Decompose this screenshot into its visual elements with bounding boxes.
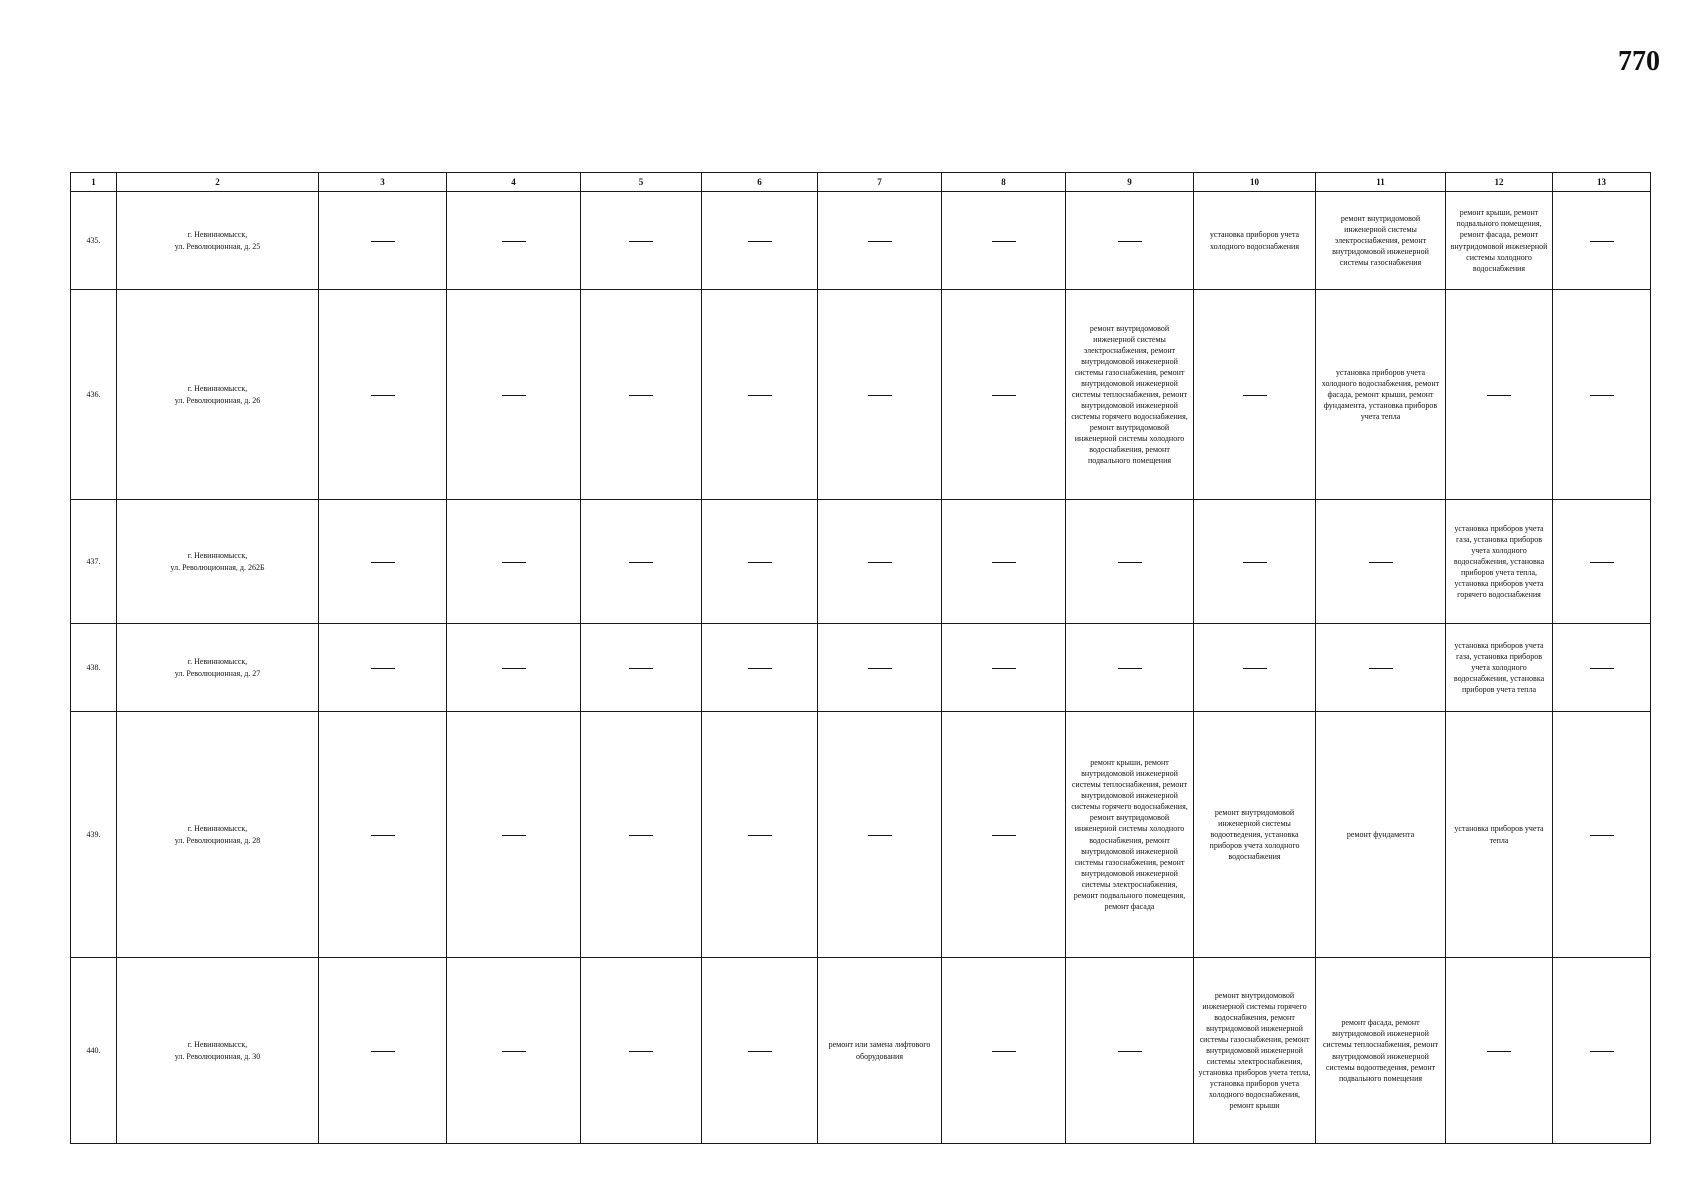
column-header-13: 13: [1553, 173, 1651, 192]
dash-mark: [1590, 562, 1614, 563]
dash-mark: [868, 562, 892, 563]
column-header-5: 5: [581, 173, 702, 192]
table-body: [71, 192, 1651, 1144]
empty-cell: [581, 290, 702, 500]
address-city: г. Невинномысск,: [187, 824, 248, 834]
dash-mark: [992, 835, 1016, 836]
empty-cell: [942, 500, 1066, 624]
dash-mark: [1590, 1051, 1614, 1052]
dash-mark: [748, 562, 772, 563]
work-description-cell: установка приборов учета холодного водоснабжения, ремонт фасада, ремонт крыши, ремонт фундамента, установка приборов учета тепла: [1316, 290, 1446, 500]
dash-mark: [748, 395, 772, 396]
work-description-cell: ремонт внутридомовой инженерной системы электроснабжения, ремонт внутридомовой инженерной системы газоснабжения, ремонт внутридомовой инженерной системы теплоснабжения, ремонт внутридомовой инженерной системы горячего водоснабжения, ремонт внутридомовой инженерной системы холодного водоснабжения, ремонт подвального помещения: [1066, 290, 1194, 500]
address-street: ул. Революционная, д. 27: [174, 668, 261, 678]
empty-cell: [1553, 290, 1651, 500]
work-description-cell: ремонт фасада, ремонт внутридомовой инженерной системы теплоснабжения, ремонт внутридомовой инженерной системы водоотведения, ремонт подвального помещения: [1316, 958, 1446, 1144]
dash-mark: [1243, 562, 1267, 563]
work-description-cell: установка приборов учета газа, установка приборов учета холодного водоснабжения, установка приборов учета тепла, установка приборов учета горячего водоснабжения: [1446, 500, 1553, 624]
dash-mark: [868, 241, 892, 242]
address-street: ул. Революционная, д. 262Б: [170, 562, 265, 572]
address-street: ул. Революционная, д. 30: [174, 1051, 261, 1061]
empty-cell: [319, 290, 447, 500]
dash-mark: [1118, 668, 1142, 669]
empty-cell: [942, 290, 1066, 500]
empty-cell: [818, 290, 942, 500]
address-street: ул. Революционная, д. 25: [174, 241, 261, 251]
empty-cell: [447, 290, 581, 500]
empty-cell: [1194, 500, 1316, 624]
work-description-cell: установка приборов учета тепла: [1446, 712, 1553, 958]
dash-mark: [992, 395, 1016, 396]
empty-cell: [702, 958, 818, 1144]
empty-cell: [1446, 958, 1553, 1144]
empty-cell: [447, 624, 581, 712]
dash-mark: [1369, 562, 1393, 563]
dash-mark: [502, 241, 526, 242]
empty-cell: [942, 712, 1066, 958]
dash-mark: [502, 562, 526, 563]
dash-mark: [629, 835, 653, 836]
table-row: [71, 192, 1651, 290]
empty-cell: [447, 192, 581, 290]
address-cell: [117, 290, 319, 500]
dash-mark: [371, 835, 395, 836]
column-header-2: 2: [117, 173, 319, 192]
address-cell: [117, 624, 319, 712]
table-row: [71, 712, 1651, 958]
dash-mark: [371, 562, 395, 563]
dash-mark: [1487, 1051, 1511, 1052]
empty-cell: [319, 624, 447, 712]
address-street: ул. Революционная, д. 26: [174, 395, 261, 405]
column-header-11: 11: [1316, 173, 1446, 192]
row-number: 437.: [71, 500, 117, 624]
table-row: [71, 290, 1651, 500]
empty-cell: [1194, 624, 1316, 712]
row-number: 435.: [71, 192, 117, 290]
address-city: г. Невинномысск,: [187, 384, 248, 394]
column-header-6: 6: [702, 173, 818, 192]
empty-cell: [447, 958, 581, 1144]
repair-schedule-table: [70, 172, 1651, 1144]
dash-mark: [371, 241, 395, 242]
dash-mark: [629, 668, 653, 669]
dash-mark: [1243, 668, 1267, 669]
row-number: 440.: [71, 958, 117, 1144]
empty-cell: [447, 500, 581, 624]
empty-cell: [702, 192, 818, 290]
empty-cell: [942, 958, 1066, 1144]
address-cell: [117, 500, 319, 624]
dash-mark: [371, 395, 395, 396]
dash-mark: [1243, 395, 1267, 396]
dash-mark: [502, 395, 526, 396]
dash-mark: [748, 835, 772, 836]
column-header-10: 10: [1194, 173, 1316, 192]
empty-cell: [1066, 192, 1194, 290]
table-row: [71, 500, 1651, 624]
empty-cell: [1553, 958, 1651, 1144]
dash-mark: [1590, 395, 1614, 396]
address-city: г. Невинномысск,: [187, 230, 248, 240]
address-city: г. Невинномысск,: [187, 1040, 248, 1050]
dash-mark: [748, 1051, 772, 1052]
dash-mark: [502, 1051, 526, 1052]
empty-cell: [942, 192, 1066, 290]
empty-cell: [581, 192, 702, 290]
empty-cell: [1066, 624, 1194, 712]
empty-cell: [702, 290, 818, 500]
address-street: ул. Революционная, д. 28: [174, 835, 261, 845]
empty-cell: [1553, 192, 1651, 290]
empty-cell: [1553, 712, 1651, 958]
dash-mark: [629, 1051, 653, 1052]
dash-mark: [502, 668, 526, 669]
empty-cell: [702, 712, 818, 958]
address-cell: [117, 192, 319, 290]
work-description-cell: ремонт фундамента: [1316, 712, 1446, 958]
empty-cell: [1066, 958, 1194, 1144]
empty-cell: [581, 958, 702, 1144]
dash-mark: [1487, 395, 1511, 396]
dash-mark: [748, 241, 772, 242]
empty-cell: [581, 624, 702, 712]
table-header: [71, 173, 1651, 192]
empty-cell: [319, 958, 447, 1144]
row-number: 436.: [71, 290, 117, 500]
column-header-3: 3: [319, 173, 447, 192]
empty-cell: [1194, 290, 1316, 500]
table-row: [71, 958, 1651, 1144]
work-description-cell: ремонт внутридомовой инженерной системы водоотведения, установка приборов учета холодного водоснабжения: [1194, 712, 1316, 958]
column-header-1: 1: [71, 173, 117, 192]
dash-mark: [1118, 241, 1142, 242]
work-description-cell: установка приборов учета газа, установка приборов учета холодного водоснабжения, установка приборов учета тепла: [1446, 624, 1553, 712]
dash-mark: [629, 241, 653, 242]
work-description-cell: установка приборов учета холодного водоснабжения: [1194, 192, 1316, 290]
empty-cell: [319, 712, 447, 958]
header-row: [71, 173, 1651, 192]
column-header-8: 8: [942, 173, 1066, 192]
empty-cell: [702, 624, 818, 712]
empty-cell: [818, 500, 942, 624]
dash-mark: [371, 1051, 395, 1052]
table-row: [71, 624, 1651, 712]
dash-mark: [748, 668, 772, 669]
empty-cell: [319, 500, 447, 624]
work-description-cell: ремонт крыши, ремонт внутридомовой инженерной системы теплоснабжения, ремонт внутридомовой инженерной системы горячего водоснабжения, ремонт внутридомовой инженерной системы холодного водоснабжения, ремонт внутридомовой инженерной системы газоснабжения, ремонт внутридомовой инженерной системы электроснабжения, ремонт подвального помещения, ремонт фасада: [1066, 712, 1194, 958]
row-number: 439.: [71, 712, 117, 958]
dash-mark: [1590, 241, 1614, 242]
empty-cell: [447, 712, 581, 958]
dash-mark: [868, 668, 892, 669]
empty-cell: [1066, 500, 1194, 624]
column-header-4: 4: [447, 173, 581, 192]
dash-mark: [868, 395, 892, 396]
dash-mark: [1590, 668, 1614, 669]
column-header-7: 7: [818, 173, 942, 192]
dash-mark: [992, 1051, 1016, 1052]
dash-mark: [992, 562, 1016, 563]
work-description-cell: ремонт крыши, ремонт подвального помещения, ремонт фасада, ремонт внутридомовой инженерной системы холодного водоснабжения: [1446, 192, 1553, 290]
dash-mark: [629, 395, 653, 396]
address-cell: [117, 958, 319, 1144]
dash-mark: [1369, 668, 1393, 669]
empty-cell: [818, 712, 942, 958]
column-header-12: 12: [1446, 173, 1553, 192]
column-header-9: 9: [1066, 173, 1194, 192]
dash-mark: [629, 562, 653, 563]
work-description-cell: ремонт внутридомовой инженерной системы электроснабжения, ремонт внутридомовой инженерной системы газоснабжения: [1316, 192, 1446, 290]
empty-cell: [818, 192, 942, 290]
dash-mark: [1590, 835, 1614, 836]
empty-cell: [1553, 624, 1651, 712]
empty-cell: [319, 192, 447, 290]
dash-mark: [371, 668, 395, 669]
empty-cell: [702, 500, 818, 624]
dash-mark: [992, 241, 1016, 242]
address-city: г. Невинномысск,: [187, 657, 248, 667]
dash-mark: [992, 668, 1016, 669]
empty-cell: [1316, 500, 1446, 624]
dash-mark: [1118, 562, 1142, 563]
empty-cell: [1446, 290, 1553, 500]
empty-cell: [1553, 500, 1651, 624]
empty-cell: [581, 500, 702, 624]
empty-cell: [1316, 624, 1446, 712]
row-number: 438.: [71, 624, 117, 712]
address-city: г. Невинномысск,: [187, 551, 248, 561]
page-number: 770: [1618, 46, 1660, 77]
dash-mark: [868, 835, 892, 836]
empty-cell: [581, 712, 702, 958]
dash-mark: [502, 835, 526, 836]
dash-mark: [1118, 1051, 1142, 1052]
address-cell: [117, 712, 319, 958]
work-description-cell: ремонт внутридомовой инженерной системы горячего водоснабжения, ремонт внутридомовой инженерной системы газоснабжения, ремонт внутридомовой инженерной системы электроснабжения, установка приборов учета тепла, установка приборов учета холодного водоснабжения, ремонт крыши: [1194, 958, 1316, 1144]
empty-cell: [942, 624, 1066, 712]
work-description-cell: ремонт или замена лифтового оборудования: [818, 958, 942, 1144]
empty-cell: [818, 624, 942, 712]
